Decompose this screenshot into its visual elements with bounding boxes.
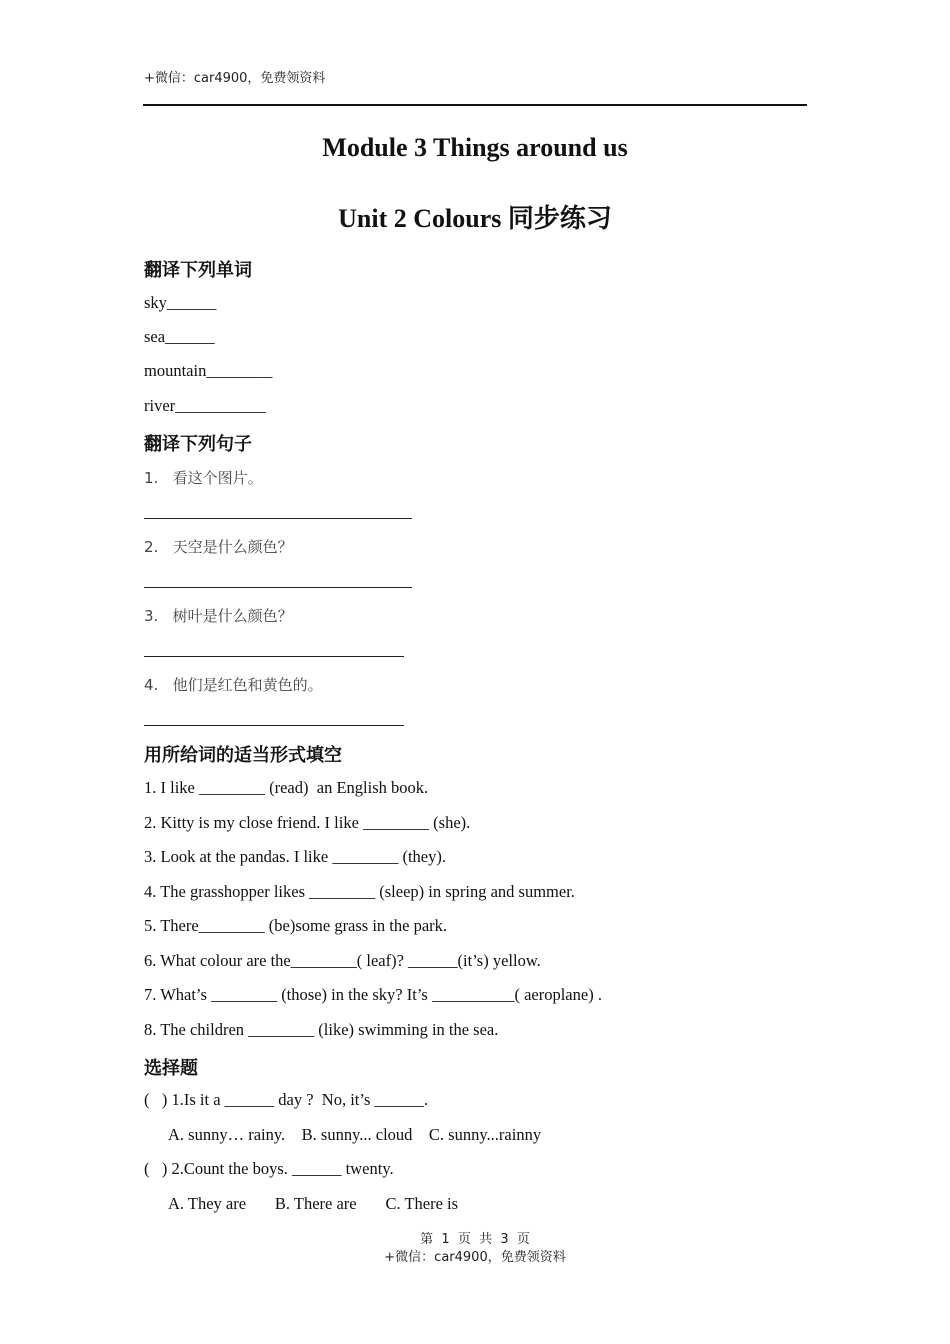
fill-item: 3. Look at the pandas. I like ________ (they). [144, 847, 446, 866]
footer-watermark: +微信：car4900，免费领资料 [384, 1250, 566, 1265]
answer-line [144, 656, 404, 657]
fill-item: 4. The grasshopper likes ________ (sleep) in spring and summer. [144, 882, 575, 901]
sentence-item: 1. 看这个图片。 [144, 469, 263, 487]
fill-item: 5. There________ (be)some grass in the park. [144, 916, 448, 935]
section-heading-word-translation: 翻译下列单词 [144, 260, 252, 281]
fill-item: 2. Kitty is my close friend. I like ________ (she). [144, 813, 471, 832]
word-item: river___________ [144, 396, 266, 415]
fill-item: 7. What’s ________ (those) in the sky? It’s __________( aeroplane) . [144, 985, 602, 1004]
sentence-item: 3. 树叶是什么颜色？ [144, 607, 293, 625]
answer-line [144, 518, 412, 519]
sentence-item: 2. 天空是什么颜色？ [144, 538, 293, 556]
word-item: sky______ [144, 293, 217, 312]
sentence-item: 4. 他们是红色和黄色的。 [144, 676, 323, 694]
section-heading-fill-in: 用所给词的适当形式填空 [144, 745, 342, 766]
choice-options: A. sunny… rainy. B. sunny... cloud C. sunny...rainny [168, 1125, 542, 1144]
fill-item: 6. What colour are the________( leaf)? ______(it’s) yellow. [144, 951, 541, 970]
word-item: sea______ [144, 327, 215, 346]
choice-question: ( ) 1.Is it a ______ day ? No, it’s ______. [144, 1090, 429, 1109]
choice-question: ( ) 2.Count the boys. ______ twenty. [144, 1159, 394, 1178]
document-title: Module 3 Things around us [322, 133, 628, 162]
page-number: 第 1 页 共 3 页 [420, 1232, 530, 1247]
document-subtitle: Unit 2 Colours 同步练习 [338, 204, 612, 233]
choice-options: A. They are B. There are C. There is [168, 1194, 459, 1213]
section-heading-sentence-translation: 翻译下列句子 [144, 434, 252, 455]
word-item: mountain________ [144, 361, 273, 380]
answer-line [144, 725, 404, 726]
fill-item: 8. The children ________ (like) swimming in the sea. [144, 1020, 499, 1039]
section-heading-multiple-choice: 选择题 [144, 1058, 198, 1079]
header-divider [143, 104, 807, 106]
header-watermark: +微信：car4900，免费领资料 [144, 71, 326, 86]
answer-line [144, 587, 412, 588]
fill-item: 1. I like ________ (read) an English book. [144, 778, 429, 797]
